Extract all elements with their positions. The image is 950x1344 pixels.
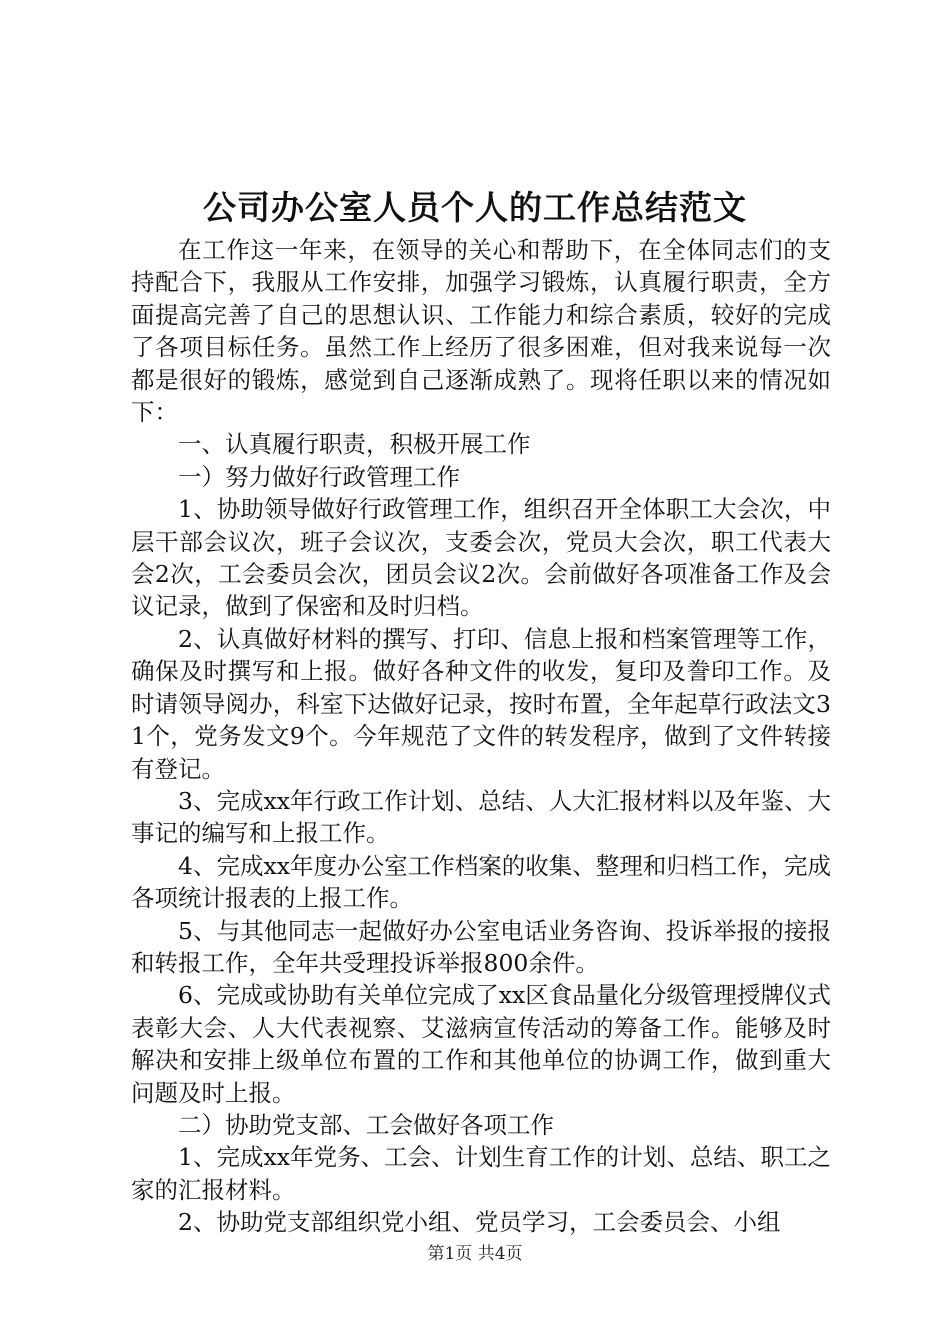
list-item: 1、完成xx年党务、工会、计划生育工作的计划、总结、职工之家的汇报材料。 — [131, 1143, 831, 1204]
list-item: 2、认真做好材料的撰写、打印、信息上报和档案管理等工作，确保及时撰写和上报。做好各种文件的收发，复印及誊印工作。及时请领导阅办，科室下达做好记录，按时布置，全年起草行政法文31个，党务发文9个。今年规范了文件的转发程序，做到了文件转接有登记。 — [131, 624, 831, 783]
list-item: 6、完成或协助有关单位完成了xx区食品量化分级管理授牌仪式表彰大会、人大代表视察、艾滋病宣传活动的筹备工作。能够及时解决和安排上级单位布置的工作和其他单位的协调工作，做到重大问题及时上报。 — [131, 981, 831, 1107]
document-title: 公司办公室人员个人的工作总结范文 — [203, 188, 747, 227]
document-body — [131, 234, 831, 1239]
paragraph-intro: 在工作这一年来，在领导的关心和帮助下，在全体同志们的支持配合下，我服从工作安排，加强学习锻炼，认真履行职责，全方面提高完善了自己的思想认识、工作能力和综合素质，较好的完成了各项目标任务。虽然工作上经历了很多困难，但对我来说每一次都是很好的锻炼，感觉到自己逐渐成熟了。现将任职以来的情况如下： — [131, 236, 831, 427]
list-item: 2、协助党支部组织党小组、党员学习，工会委员会、小组 — [178, 1208, 781, 1237]
list-item: 4、完成xx年度办公室工作档案的收集、整理和归档工作，完成各项统计报表的上报工作。 — [131, 851, 831, 913]
list-item: 5、与其他同志一起做好办公室电话业务咨询、投诉举报的接报和转报工作，全年共受理投诉举报800余件。 — [131, 916, 831, 977]
subsection-heading-2: 二）协助党支部、工会做好各项工作 — [178, 1110, 554, 1139]
list-item: 1、协助领导做好行政管理工作，组织召开全体职工大会次，中层干部会议次，班子会议次，支委会次，党员大会次，职工代表大会2次，工会委员会次，团员会议2次。会前做好各项准备工作及会议记录，做到了保密和及时归档。 — [131, 495, 831, 621]
section-heading-1: 一、认真履行职责，积极开展工作 — [178, 430, 531, 459]
subsection-heading-1: 一）努力做好行政管理工作 — [178, 462, 460, 491]
page-number-footer: 第1页 共4页 — [427, 1244, 523, 1264]
list-item: 3、完成xx年行政工作计划、总结、人大汇报材料以及年鉴、大事记的编写和上报工作。 — [131, 786, 831, 848]
